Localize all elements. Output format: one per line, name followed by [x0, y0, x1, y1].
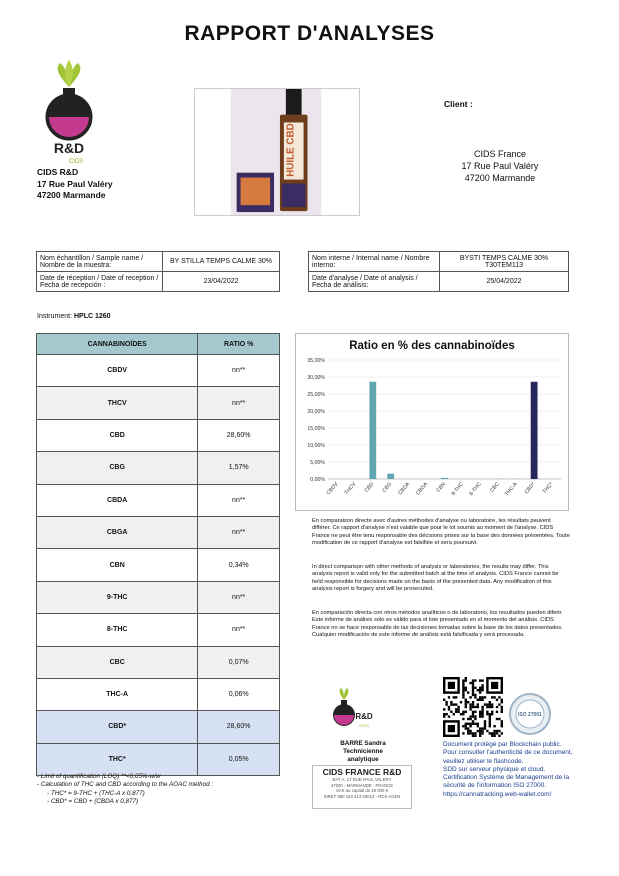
cannabinoid-ratio: 28,60% — [198, 711, 280, 743]
x-tick-label: CBDV — [325, 481, 340, 497]
blockchain-line: Document protégé par Blockchain public. — [443, 741, 562, 748]
bar-cbg — [387, 474, 394, 479]
disclaimer-es: En comparación directa con otros métodos analíticos o de laboratorio, los resultados pueden diferir. Este informe de análisis solo es válido para el lote presentado en el momento del análisis. CIDS France no se hace responsable de las decisiones tomadas sobre la base de los datos presentados. Cualquier modificación de este informe de análisis está falsificada y será procesada. — [312, 610, 563, 639]
stamp-line: 47200 - MARMANDE - FRANCE — [330, 782, 394, 788]
company-address — [37, 167, 113, 202]
bar-cbn — [441, 478, 448, 479]
table-row — [37, 452, 280, 484]
blockchain-link[interactable]: https://cannatracking.web-wallet.com/ — [443, 790, 552, 798]
analysis-date-label: Date d'analyse / Date of analysis / Fecha de análisis: — [309, 272, 440, 292]
x-tick-label: CBD* — [523, 481, 537, 496]
x-tick-label: CBC — [489, 481, 501, 494]
blockchain-line: sécurité de l'information ISO 27000. — [443, 782, 547, 790]
x-tick-label: 8-THC — [468, 481, 483, 497]
cannabinoid-name: CBGA — [37, 516, 198, 548]
svg-text:R&D: R&D — [355, 712, 373, 721]
y-tick-label: 5,00% — [310, 460, 325, 466]
cannabinoid-name: CBDA — [37, 484, 198, 516]
company-city: 47200 Marmande — [37, 190, 106, 200]
cannabinoid-ratio: 0,07% — [198, 646, 280, 678]
cannabinoid-ratio: 0,05% — [198, 743, 280, 775]
signatory-name: BARRE Sandra — [340, 740, 386, 747]
cannabinoid-ratio: nn** — [198, 387, 280, 419]
x-tick-label: CBD — [363, 481, 376, 494]
cannabinoid-name: CBN — [37, 549, 198, 581]
signatory — [313, 740, 413, 763]
svg-text:HUILE CBD: HUILE CBD — [285, 123, 297, 177]
table-row — [37, 484, 280, 516]
blockchain-line: SDD sur serveur physique et cloud. — [443, 765, 546, 773]
disclaimer-fr: En comparaison directe avec d'autres méthodes d'analyse ou laboratoire, les résultats peuvent différer. Ce rapport d'analyse n'est valable que pour le lot soumis au moment de l'analyse. CIDS France ne peut être tenu responsable des décisions prises sur la base des données présentées. Toute modification de ce rapport d'analyse est falsifiée et sera poursuivi. — [312, 518, 570, 547]
client-address — [440, 148, 560, 184]
reception-date-value: 23/04/2022 — [163, 272, 280, 292]
y-tick-label: 35,00% — [307, 358, 325, 364]
y-tick-label: 20,00% — [307, 409, 325, 415]
svg-text:ISO 27001: ISO 27001 — [518, 712, 542, 718]
stamp-line: SAS au capital de 20 000 € — [335, 788, 389, 794]
cannabinoid-ratio: 1,57% — [198, 452, 280, 484]
disclaimer-en: In direct comparison with other methods of analysis or laboratories, the results may differ. This analysis report is valid only for the submitted batch at the time of analysis. CIDS France cannot be held responsible for decisions made on the basis of the presented data. Any modification of this analysis report is forgery and will be prosecuted. — [312, 564, 559, 593]
signatory-role: Technicienne — [343, 747, 383, 755]
cannabinoid-name: CBD* — [37, 711, 198, 743]
table-row — [37, 419, 280, 451]
table-row — [37, 549, 280, 581]
cannabinoid-name: THC-A — [37, 678, 198, 710]
table-row-total — [37, 711, 280, 743]
report-title: RAPPORT D'ANALYSES — [184, 22, 435, 45]
sample-name-value: BY STILLA TEMPS CALME 30% — [163, 252, 280, 272]
footnote-loq: - Limit of quantification (LOQ) **<0,05%-w/w — [37, 773, 161, 780]
x-tick-label: CBGA — [415, 481, 430, 497]
footnotes — [37, 773, 213, 806]
iso-badge-icon — [508, 692, 552, 736]
x-tick-label: CBN — [435, 481, 448, 494]
ratio-bar-chart — [295, 352, 569, 510]
x-tick-label: CBG — [381, 481, 394, 494]
footnote-cbd-formula: - CBD* = CBD + (CBDA x 0,877) — [47, 797, 139, 805]
cannabinoid-name: THCV — [37, 387, 198, 419]
instrument-line — [37, 313, 111, 320]
stamp-title: CIDS FRANCE R&D — [322, 767, 402, 777]
cannabinoid-ratio: nn** — [198, 581, 280, 613]
svg-text:CIDS: CIDS — [68, 159, 84, 165]
table-row — [37, 646, 280, 678]
cannabinoid-ratio: 0,34% — [198, 549, 280, 581]
blockchain-notice — [443, 741, 603, 799]
blockchain-line: veuillez utiliser le flashcode. — [443, 757, 524, 765]
col-header-cannabinoid: CANNABINOÏDES — [37, 334, 198, 355]
sample-name-label: Nom échantillon / Sample name / Nombre de la muestra: — [37, 252, 163, 272]
cannabinoid-ratio: 0,06% — [198, 678, 280, 710]
sample-info-table — [36, 251, 280, 292]
cannabinoid-name: CBDV — [37, 355, 198, 387]
instrument-label: Instrument: — [37, 313, 73, 320]
table-row — [37, 581, 280, 613]
svg-text:CIDS: CIDS — [359, 723, 369, 728]
internal-name-label: Nom interne / Internal name / Nombre interno: — [309, 252, 440, 272]
cannabinoid-ratio: nn** — [198, 516, 280, 548]
table-row — [37, 614, 280, 646]
analysis-date-value: 25/04/2022 — [440, 272, 569, 292]
y-tick-label: 30,00% — [307, 375, 325, 381]
y-tick-label: 10,00% — [307, 443, 325, 449]
table-row — [37, 387, 280, 419]
table-row — [37, 516, 280, 548]
x-tick-label: THC-A — [503, 481, 519, 498]
stamp-line: SIRET 880 153 413 00013 - RCS AGEN — [323, 793, 401, 799]
cannabinoid-name: 8-THC — [37, 614, 198, 646]
cannabinoid-name: 9-THC — [37, 581, 198, 613]
table-row-total — [37, 743, 280, 775]
y-tick-label: 25,00% — [307, 392, 325, 398]
x-tick-label: THCV — [343, 481, 358, 497]
cannabinoid-ratio: nn** — [198, 355, 280, 387]
internal-info-table — [308, 251, 569, 292]
cannabinoid-name: CBD — [37, 419, 198, 451]
blockchain-line: Pour consulter l'authenticité de ce document, — [443, 749, 573, 757]
client-street: 17 Rue Paul Valéry — [461, 161, 539, 171]
footnote-method: - Calculation of THC and CBD according to the AOAC method : — [37, 781, 214, 789]
cannabinoid-ratio: nn** — [198, 484, 280, 516]
blockchain-line: Certification Système de Management de la — [443, 774, 570, 782]
cannabinoid-name: CBC — [37, 646, 198, 678]
bar-cbd — [369, 382, 376, 479]
x-tick-label: 9-THC — [450, 481, 465, 497]
cannabinoid-ratio: nn** — [198, 614, 280, 646]
cannabinoid-table — [36, 333, 280, 776]
company-stamp — [312, 765, 412, 809]
stamp-line: BAT A, 17 RUE PAUL VALÉRY — [332, 777, 392, 782]
table-row — [37, 678, 280, 710]
chart-title: Ratio en % des cannabinoïdes — [349, 340, 515, 352]
instrument-value: HPLC 1260 — [73, 313, 111, 320]
reception-date-label: Date de réception / Date of reception / Fecha de recepción : — [37, 272, 163, 292]
internal-name-value: BYSTI TEMPS CALME 30% T30TEM113 — [440, 252, 569, 272]
client-name: CIDS France — [473, 149, 526, 159]
x-tick-label: THC* — [541, 481, 555, 496]
col-header-ratio: RATIO % — [198, 334, 280, 355]
signature-logo — [326, 685, 374, 733]
client-label: Client : — [444, 99, 473, 109]
rd-logo — [40, 57, 98, 165]
svg-text:R&D: R&D — [53, 140, 85, 156]
footnote-thc-formula: - THC* = 9-THC + (THC-A x 0,877) — [47, 789, 145, 797]
company-street: 17 Rue Paul Valéry — [37, 178, 113, 189]
signatory-role-2: analytique — [347, 755, 379, 763]
x-tick-label: CBDA — [397, 481, 412, 497]
cannabinoid-name: CBG — [37, 452, 198, 484]
y-tick-label: 0,00% — [310, 477, 325, 483]
qr-code[interactable] — [443, 677, 503, 737]
cannabinoid-name: THC* — [37, 743, 198, 775]
cannabinoid-ratio: 28,60% — [198, 419, 280, 451]
y-tick-label: 15,00% — [307, 426, 325, 432]
table-row — [37, 355, 280, 387]
bar-cbd* — [531, 382, 538, 479]
client-city: 47200 Marmande — [464, 173, 536, 183]
product-photo — [194, 88, 360, 216]
company-name: CIDS R&D — [37, 167, 79, 177]
